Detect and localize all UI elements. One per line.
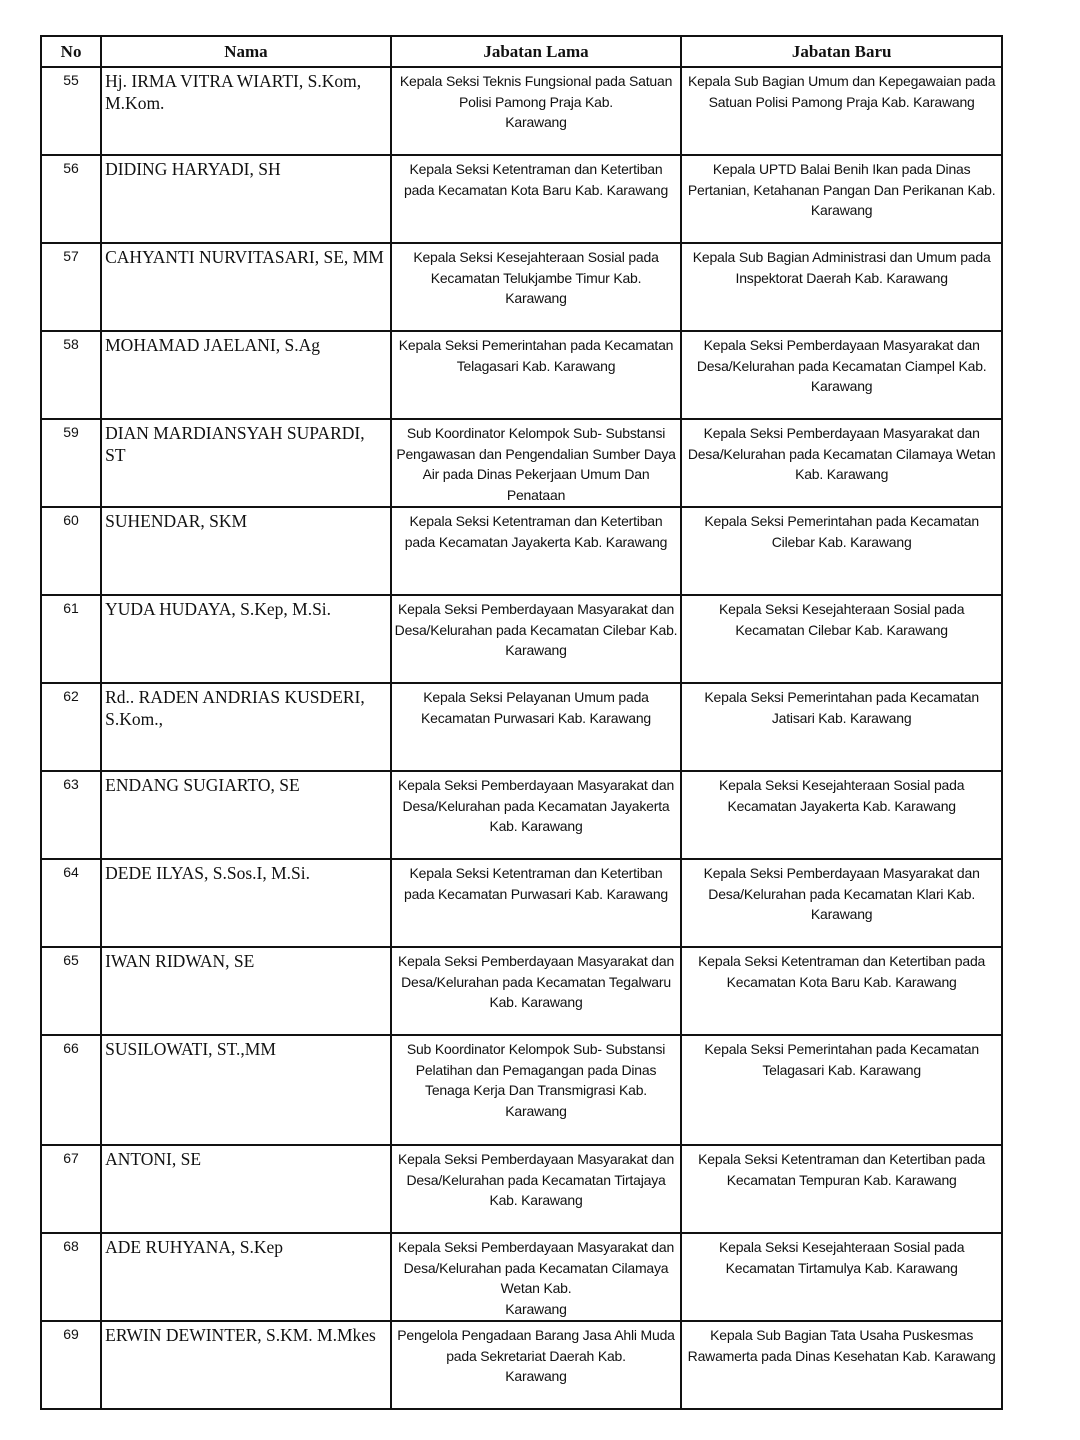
cell-nama: CAHYANTI NURVITASARI, SE, MM <box>101 243 391 331</box>
cell-jabatan-baru: Kepala Seksi Kesejahteraan Sosial pada Kecamatan Tirtamulya Kab. Karawang <box>681 1233 1002 1321</box>
cell-jabatan-baru: Kepala Seksi Kesejahteraan Sosial pada Kecamatan Jayakerta Kab. Karawang <box>681 771 1002 859</box>
cell-nama: Rd.. RADEN ANDRIAS KUSDERI, S.Kom., <box>101 683 391 771</box>
cell-jabatan-lama: Kepala Seksi Pelayanan Umum pada Kecamatan Purwasari Kab. Karawang <box>391 683 682 771</box>
table-row <box>41 859 1002 947</box>
cell-jabatan-baru: Kepala Seksi Pemberdayaan Masyarakat dan Desa/Kelurahan pada Kecamatan Cilamaya Wetan Kab. Karawang <box>681 419 1002 507</box>
table-row <box>41 1233 1002 1321</box>
cell-jabatan-lama: Sub Koordinator Kelompok Sub- Substansi Pengawasan dan Pengendalian Sumber Daya Air pada Dinas Pekerjaan Umum Dan Penataan <box>391 419 682 507</box>
header-jabatan-baru: Jabatan Baru <box>681 36 1002 67</box>
cell-nama: ERWIN DEWINTER, S.KM. M.Mkes <box>101 1321 391 1409</box>
table-row <box>41 67 1002 155</box>
header-jabatan-lama: Jabatan Lama <box>391 36 682 67</box>
cell-nama: SUHENDAR, SKM <box>101 507 391 595</box>
cell-jabatan-lama: Kepala Seksi Pemberdayaan Masyarakat dan Desa/Kelurahan pada Kecamatan Jayakerta Kab. Karawang <box>391 771 682 859</box>
table-row <box>41 243 1002 331</box>
table-row <box>41 771 1002 859</box>
cell-no: 69 <box>41 1321 101 1409</box>
cell-jabatan-lama: Kepala Seksi Pemberdayaan Masyarakat dan Desa/Kelurahan pada Kecamatan Tirtajaya Kab. Karawang <box>391 1145 682 1233</box>
table-body <box>41 67 1002 1409</box>
cell-nama: SUSILOWATI, ST.,MM <box>101 1035 391 1145</box>
cell-jabatan-baru: Kepala Seksi Pemberdayaan Masyarakat dan Desa/Kelurahan pada Kecamatan Ciampel Kab. Karawang <box>681 331 1002 419</box>
table-row <box>41 683 1002 771</box>
table-row <box>41 331 1002 419</box>
cell-jabatan-lama: Pengelola Pengadaan Barang Jasa Ahli Muda pada Sekretariat Daerah Kab. Karawang <box>391 1321 682 1409</box>
cell-no: 68 <box>41 1233 101 1321</box>
header-row <box>41 36 1002 67</box>
cell-nama: DEDE ILYAS, S.Sos.I, M.Si. <box>101 859 391 947</box>
cell-nama: DIDING HARYADI, SH <box>101 155 391 243</box>
cell-nama: ENDANG SUGIARTO, SE <box>101 771 391 859</box>
header-no: No <box>41 36 101 67</box>
cell-jabatan-baru: Kepala Seksi Ketentraman dan Ketertiban pada Kecamatan Tempuran Kab. Karawang <box>681 1145 1002 1233</box>
cell-jabatan-baru: Kepala Seksi Pemerintahan pada Kecamatan Telagasari Kab. Karawang <box>681 1035 1002 1145</box>
cell-no: 66 <box>41 1035 101 1145</box>
cell-jabatan-baru: Kepala Seksi Kesejahteraan Sosial pada Kecamatan Cilebar Kab. Karawang <box>681 595 1002 683</box>
cell-no: 63 <box>41 771 101 859</box>
cell-no: 67 <box>41 1145 101 1233</box>
cell-no: 57 <box>41 243 101 331</box>
cell-nama: IWAN RIDWAN, SE <box>101 947 391 1035</box>
cell-jabatan-lama: Sub Koordinator Kelompok Sub- Substansi Pelatihan dan Pemagangan pada Dinas Tenaga Kerja Dan Transmigrasi Kab. Karawang <box>391 1035 682 1145</box>
table-row <box>41 1321 1002 1409</box>
cell-no: 61 <box>41 595 101 683</box>
table-row <box>41 595 1002 683</box>
cell-jabatan-lama: Kepala Seksi Pemberdayaan Masyarakat dan Desa/Kelurahan pada Kecamatan Cilebar Kab. Karawang <box>391 595 682 683</box>
cell-jabatan-lama: Kepala Seksi Kesejahteraan Sosial pada Kecamatan Telukjambe Timur Kab. Karawang <box>391 243 682 331</box>
header-nama: Nama <box>101 36 391 67</box>
cell-nama: Hj. IRMA VITRA WIARTI, S.Kom, M.Kom. <box>101 67 391 155</box>
cell-no: 56 <box>41 155 101 243</box>
cell-no: 65 <box>41 947 101 1035</box>
cell-no: 60 <box>41 507 101 595</box>
cell-jabatan-baru: Kepala Sub Bagian Tata Usaha Puskesmas Rawamerta pada Dinas Kesehatan Kab. Karawang <box>681 1321 1002 1409</box>
cell-no: 59 <box>41 419 101 507</box>
table-row <box>41 507 1002 595</box>
cell-jabatan-lama: Kepala Seksi Ketentraman dan Ketertiban pada Kecamatan Kota Baru Kab. Karawang <box>391 155 682 243</box>
cell-nama: DIAN MARDIANSYAH SUPARDI, ST <box>101 419 391 507</box>
table-row <box>41 155 1002 243</box>
cell-no: 58 <box>41 331 101 419</box>
cell-no: 55 <box>41 67 101 155</box>
mutation-table <box>40 35 1003 1410</box>
cell-jabatan-baru: Kepala Sub Bagian Administrasi dan Umum pada Inspektorat Daerah Kab. Karawang <box>681 243 1002 331</box>
cell-no: 62 <box>41 683 101 771</box>
table-header <box>41 36 1002 67</box>
cell-nama: YUDA HUDAYA, S.Kep, M.Si. <box>101 595 391 683</box>
cell-jabatan-lama: Kepala Seksi Teknis Fungsional pada Satuan Polisi Pamong Praja Kab. Karawang <box>391 67 682 155</box>
table-row <box>41 1145 1002 1233</box>
cell-jabatan-baru: Kepala Seksi Ketentraman dan Ketertiban pada Kecamatan Kota Baru Kab. Karawang <box>681 947 1002 1035</box>
cell-jabatan-baru: Kepala Seksi Pemerintahan pada Kecamatan Cilebar Kab. Karawang <box>681 507 1002 595</box>
cell-jabatan-baru: Kepala Seksi Pemerintahan pada Kecamatan Jatisari Kab. Karawang <box>681 683 1002 771</box>
cell-jabatan-lama: Kepala Seksi Pemberdayaan Masyarakat dan Desa/Kelurahan pada Kecamatan Tegalwaru Kab. Karawang <box>391 947 682 1035</box>
cell-jabatan-baru: Kepala Sub Bagian Umum dan Kepegawaian pada Satuan Polisi Pamong Praja Kab. Karawang <box>681 67 1002 155</box>
cell-jabatan-lama: Kepala Seksi Pemerintahan pada Kecamatan Telagasari Kab. Karawang <box>391 331 682 419</box>
cell-nama: ADE RUHYANA, S.Kep <box>101 1233 391 1321</box>
cell-nama: MOHAMAD JAELANI, S.Ag <box>101 331 391 419</box>
cell-jabatan-lama: Kepala Seksi Pemberdayaan Masyarakat dan Desa/Kelurahan pada Kecamatan Cilamaya Wetan Kab. Karawang <box>391 1233 682 1321</box>
cell-jabatan-baru: Kepala UPTD Balai Benih Ikan pada Dinas Pertanian, Ketahanan Pangan Dan Perikanan Kab. Karawang <box>681 155 1002 243</box>
table-row <box>41 947 1002 1035</box>
cell-jabatan-baru: Kepala Seksi Pemberdayaan Masyarakat dan Desa/Kelurahan pada Kecamatan Klari Kab. Karawang <box>681 859 1002 947</box>
table-row <box>41 1035 1002 1145</box>
cell-jabatan-lama: Kepala Seksi Ketentraman dan Ketertiban pada Kecamatan Jayakerta Kab. Karawang <box>391 507 682 595</box>
cell-no: 64 <box>41 859 101 947</box>
table-row <box>41 419 1002 507</box>
cell-jabatan-lama: Kepala Seksi Ketentraman dan Ketertiban pada Kecamatan Purwasari Kab. Karawang <box>391 859 682 947</box>
cell-nama: ANTONI, SE <box>101 1145 391 1233</box>
